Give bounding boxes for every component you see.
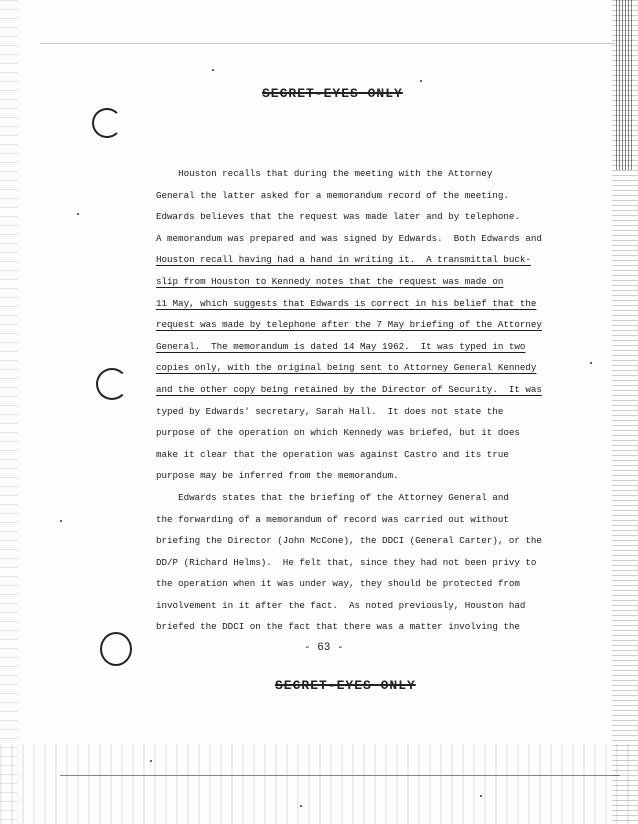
text-line-underlined: request was made by telephone after the 7 May briefing of the Attorney — [156, 319, 542, 331]
classification-marking-bottom: SECRET-EYES ONLY — [275, 678, 416, 693]
classification-marking-top: SECRET-EYES ONLY — [262, 86, 403, 101]
document-body — [156, 163, 556, 638]
scan-edge-right-dark — [616, 0, 634, 170]
scan-edge-left — [0, 0, 18, 824]
text-line: General the latter asked for a memorandum record of the meeting. — [156, 189, 509, 201]
text-line: Edwards states that the briefing of the Attorney General and — [178, 491, 509, 503]
scan-speck — [77, 213, 79, 215]
scan-speck — [300, 805, 302, 807]
punch-hole-icon — [92, 108, 122, 138]
text-line: make it clear that the operation was against Castro and its true — [156, 448, 509, 460]
text-line: Houston recalls that during the meeting with the Attorney — [178, 168, 493, 179]
scan-top-rule — [40, 43, 615, 44]
text-line-underlined: slip from Houston to Kennedy notes that the request was made on — [156, 275, 504, 287]
text-line-underlined: General. The memorandum is dated 14 May 1962. It was typed in two — [156, 340, 526, 352]
text-line: briefed the DDCI on the fact that there was a matter involving the — [156, 621, 520, 633]
scan-speck — [590, 362, 592, 364]
text-line: DD/P (Richard Helms). He felt that, since they had not been privy to — [156, 556, 537, 568]
scan-bottom-rule — [60, 775, 620, 776]
text-line: the operation when it was under way, they should be protected from — [156, 578, 520, 590]
text-line-underlined: and the other copy being retained by the Director of Security. It was — [156, 383, 542, 395]
text-line: A memorandum was prepared and was signed by Edwards. Both Edwards and — [156, 232, 542, 244]
punch-hole-icon — [100, 632, 132, 666]
scan-speck — [150, 760, 152, 762]
text-line: involvement in it after the fact. As noted previously, Houston had — [156, 599, 526, 611]
text-line: purpose of the operation on which Kennedy was briefed, but it does — [156, 427, 520, 439]
scan-speck — [60, 520, 62, 522]
text-line: Edwards believes that the request was made later and by telephone. — [156, 211, 520, 223]
punch-hole-icon — [96, 368, 128, 400]
text-line: purpose may be inferred from the memorandum. — [156, 470, 399, 482]
text-line: the forwarding of a memorandum of record was carried out without — [156, 513, 509, 525]
scan-bottom-noise — [0, 744, 638, 824]
text-line: typed by Edwards' secretary, Sarah Hall. It does not state the — [156, 405, 504, 417]
text-line-underlined: 11 May, which suggests that Edwards is correct in his belief that the — [156, 297, 537, 309]
scan-speck — [212, 69, 214, 71]
text-line-underlined: Houston recall having had a hand in writing it. A transmittal buck- — [156, 254, 531, 266]
scan-speck — [480, 795, 482, 797]
text-line-underlined: copies only, with the original being sent to Attorney General Kennedy — [156, 362, 537, 374]
scan-speck — [420, 80, 422, 82]
text-line: briefing the Director (John McCone), the DDCI (General Carter), or the — [156, 535, 542, 547]
page-number: - 63 - — [304, 642, 344, 654]
